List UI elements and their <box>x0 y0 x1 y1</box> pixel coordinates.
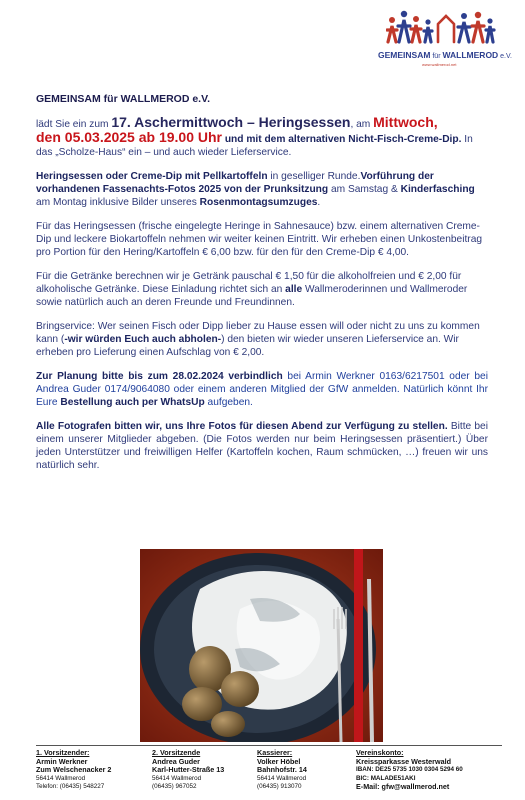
delivery-paragraph: Bringservice: Wer seinen Fisch oder Dipp lieber zu Hause essen will oder nicht zu uns zu kommen kann (-wir würden Euch auch abholen-) den bieten wir wieder unseren Lieferservice an. Wir erheben pro Lieferung einen Aufschlag von € 2,00. <box>36 321 480 358</box>
herring-dish-photo <box>140 549 383 742</box>
price-paragraph: Für das Heringsessen (frische eingelegte Heringe in Sahnesauce) bzw. einem alternativen Creme-Dip und leckere Biokartoffeln nehmen wir weiter keinen Eintritt. Wir erheben einen Unkostenbeitrag pro Portion für den Hering/Kartoffeln € 6,00 bzw. für den für den Creme-Dip € 4,00. <box>36 221 483 258</box>
event-weekday: Mittwoch, <box>373 114 438 130</box>
event-date: den 05.03.2025 ab 19.00 Uhr <box>36 129 222 145</box>
registration-paragraph: Zur Planung bitte bis zum 28.02.2024 verbindlich bei Armin Werkner 0163/6217501 oder bei Andrea Guder 0174/9064080 oder einem anderen Mitglied der GfW anmelden. Natürlich könnt Ihr Eure Bestellung auch per WhatsUp aufgeben. <box>36 371 488 408</box>
invitation-paragraph: lädt Sie ein zum 17. Aschermittwoch – Heringsessen, am Mittwoch, den 05.03.2025 ab 19.00 Uhr und mit dem alternativen Nicht-Fisch-Creme-Dip. In das „Scholze-Haus“ ein – und auch wieder Lieferservice. <box>36 114 473 158</box>
letterhead-footer <box>36 745 502 798</box>
logo-website: www.wallmerod.net <box>422 62 457 67</box>
logo-wordmark: GEMEINSAM für WALLMEROD e.V. <box>378 50 512 60</box>
footer-chair: 1. Vorsitzender: Armin Werkner Zum Welschenacker 2 56414 Wallmerod Telefon: (06435) 548227 <box>36 748 112 791</box>
footer-bank-account: Vereinskonto: Kreissparkasse Westerwald IBAN: DE25 5735 1030 0304 5294 60 BIC: MALADE51AKI E-Mail: gfw@wallmerod.net <box>356 748 463 792</box>
drinks-paragraph: Für die Getränke berechnen wir je Getränk pauschal € 1,50 für die alkoholfreien und € 2,00 für alkoholische Getränke. Diese Einladung richtet sich an alle Wallmeroderinnen und Wallmeroder sowie natürlich auch an deren Freunde und Freundinnen. <box>36 271 468 308</box>
program-paragraph: Heringsessen oder Creme-Dip mit Pellkartoffeln in geselliger Runde.Vorführung der vorhandenen Fassenachts-Fotos 2025 von der Prunksitzung am Samstag & Kinderfasching am Montag inklusive Bilder unseres Rosenmontagsumzuges. <box>36 171 475 208</box>
footer-email-link[interactable]: E-Mail: gfw@wallmerod.net <box>356 782 450 792</box>
event-title: 17. Aschermittwoch – Heringsessen <box>111 114 351 130</box>
letter-body <box>36 116 488 483</box>
organization-name: GEMEINSAM für WALLMEROD e.V. <box>36 93 211 105</box>
footer-treasurer: Kassierer: Volker Höbel Bahnhofstr. 14 56414 Wallmerod (06435) 913070 <box>257 748 307 791</box>
photographers-paragraph: Alle Fotografen bitten wir, uns Ihre Fotos für diesen Abend zur Verfügung zu stellen. Bitte bei einem unserer Mitglieder abgeben. (Die Fotos werden nur beim Heringsessen präsentiert.) Über jeden Unterstützer und freiwilligen Helfer (Kartoffeln kochen, Raum schmücken, …) freuen wir uns natürlich sehr. <box>36 421 488 471</box>
footer-vice-chair: 2. Vorsitzende Andrea Guder Karl-Hutter-Straße 13 56414 Wallmerod (06435) 967052 <box>152 748 225 791</box>
logo-figures-graphic <box>386 6 496 46</box>
club-logo <box>378 6 518 76</box>
